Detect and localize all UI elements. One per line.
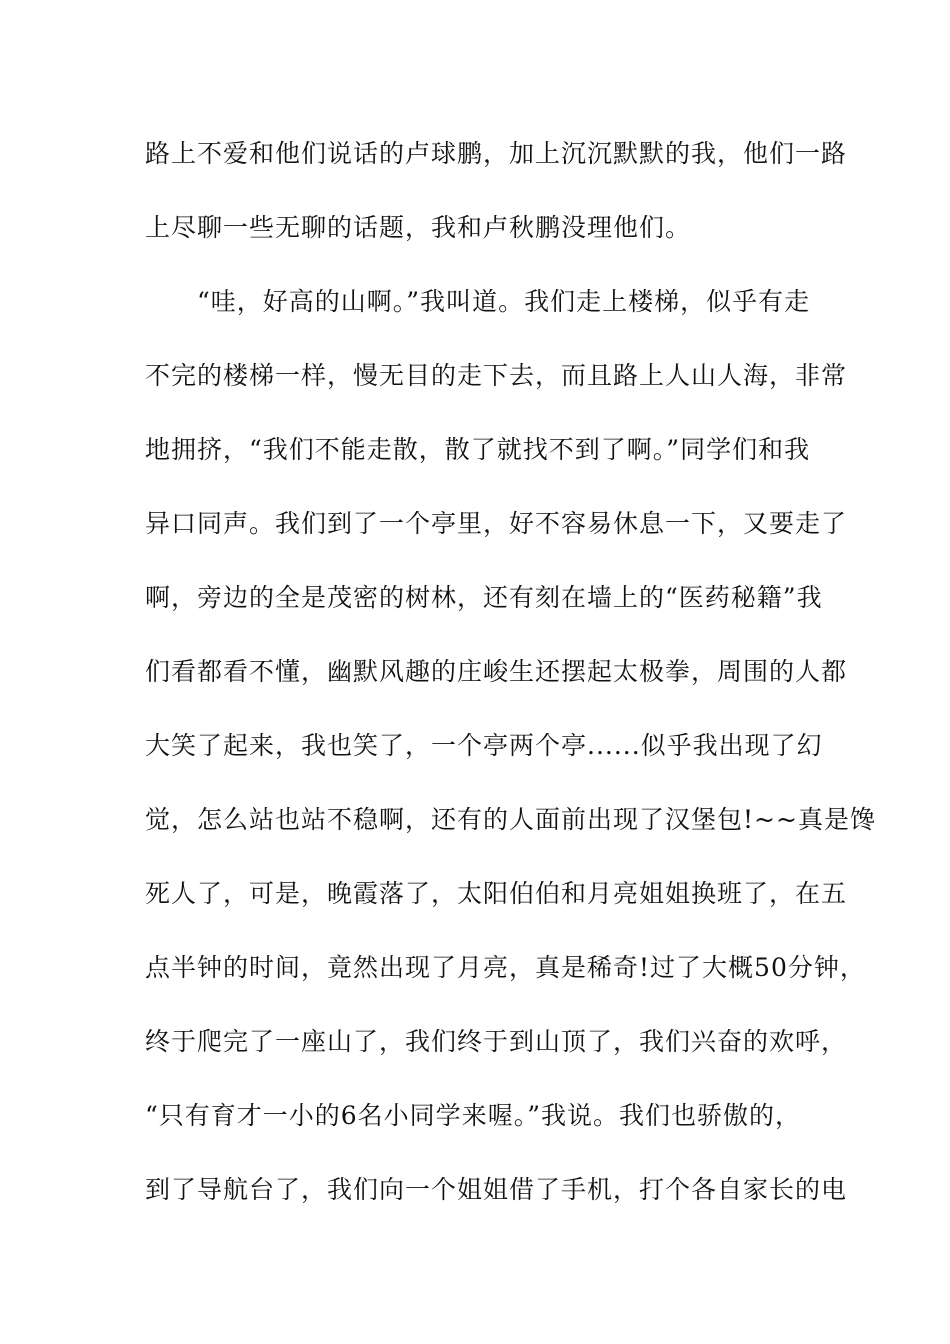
text-line-12: 点半钟的时间，竟然出现了月亮，真是稀奇!过了大概50分钟，: [145, 953, 866, 982]
text-line-15: 到了导航台了，我们向一个姐姐借了手机，打个各自家长的电: [145, 1175, 848, 1204]
text-line-8: 们看都看不懂，幽默风趣的庄峻生还摆起太极拳，周围的人都: [145, 657, 848, 686]
text-line-3: “哇，好高的山啊。”我叫道。我们走上楼梯，似乎有走: [145, 287, 811, 316]
text-line-4: 不完的楼梯一样，慢无目的走下去，而且路上人山人海，非常: [145, 361, 848, 390]
body-text: [145, 134, 876, 1244]
text-line-2: 上尽聊一些无聊的话题，我和卢秋鹏没理他们。: [145, 213, 692, 242]
text-line-9: 大笑了起来，我也笑了，一个亭两个亭......似乎我出现了幻: [145, 731, 823, 760]
text-line-11: 死人了，可是，晚霞落了，太阳伯伯和月亮姐姐换班了，在五: [145, 879, 848, 908]
text-line-14: “只有育才一小的6名小同学来喔。”我说。我们也骄傲的，: [145, 1101, 801, 1130]
text-line-5: 地拥挤，“我们不能走散，散了就找不到了啊。”同学们和我: [145, 435, 811, 464]
text-line-7: 啊，旁边的全是茂密的树林，还有刻在墙上的“医药秘籍”我: [145, 583, 823, 612]
text-line-13: 终于爬完了一座山了，我们终于到山顶了，我们兴奋的欢呼，: [145, 1027, 848, 1056]
text-line-1: 路上不爱和他们说话的卢球鹏，加上沉沉默默的我，他们一路: [145, 139, 848, 168]
text-line-6: 异口同声。我们到了一个亭里，好不容易休息一下，又要走了: [145, 509, 848, 538]
text-line-10: 觉，怎么站也站不稳啊，还有的人面前出现了汉堡包!~~真是馋: [145, 805, 876, 834]
